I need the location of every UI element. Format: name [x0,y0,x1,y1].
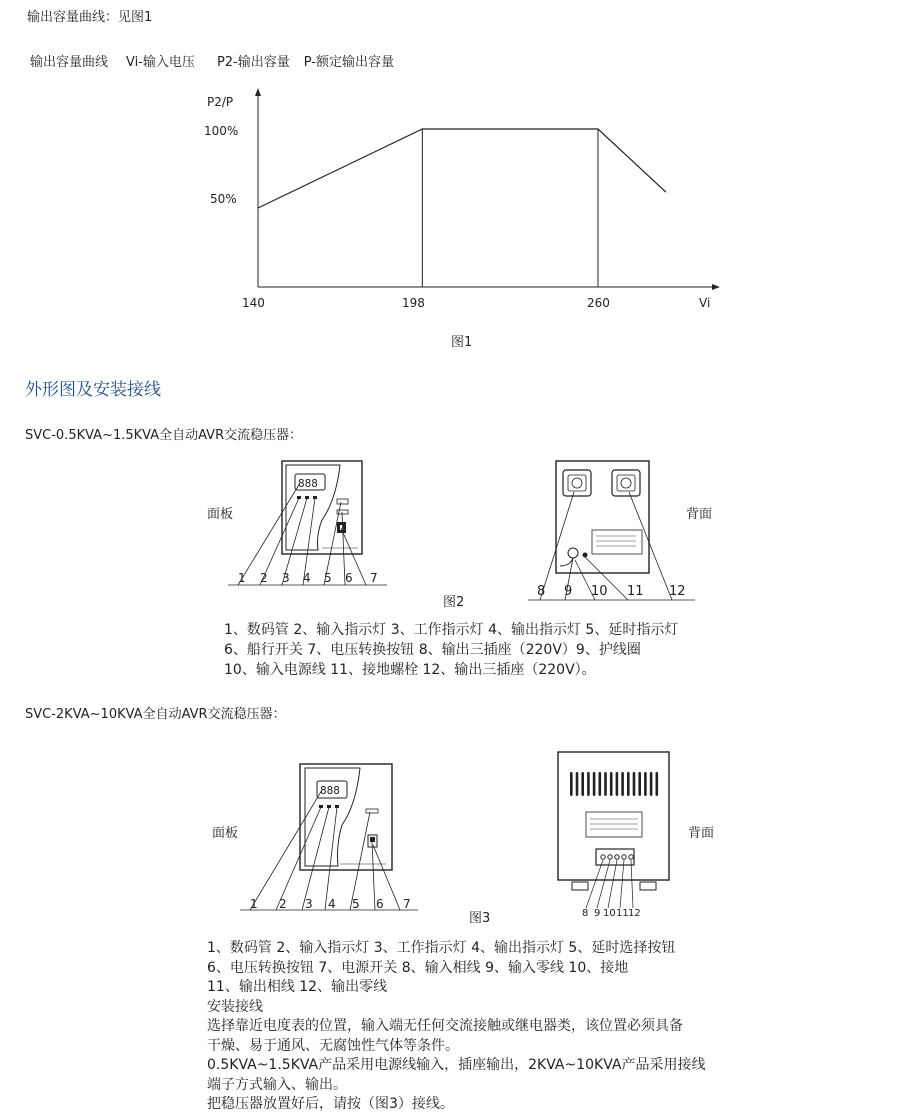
model2-desc [207,939,705,1115]
vent-slot [650,772,653,796]
num-4: 4 [328,897,336,911]
vent-slot [576,772,579,796]
model2-front-unit [300,764,392,870]
model1-desc-line: 1、数码管 2、输入指示灯 3、工作指示灯 4、输出指示灯 5、延时指示灯 [224,622,679,638]
model2-front-label: 面板 [212,826,239,841]
y-tick-100: 100% [204,124,239,138]
vent-slot [581,772,584,796]
model2-back-label: 背面 [688,826,715,841]
x-axis-label: Vi [699,296,711,310]
num-12: 12 [669,584,686,599]
num-3: 3 [282,571,290,585]
install-text: 端子方式输入、输出。 [207,1076,347,1093]
vent-slot [656,772,659,796]
install-heading: 安装接线 [207,998,263,1015]
install-text: 0.5KVA~1.5KVA产品采用电源线输入，插座输出，2KVA~10KVA产品采用接线 [207,1057,706,1073]
model1-desc-line: 10、输入电源线 11、接地螺栓 12、输出三插座（220V）。 [224,662,596,678]
num-8: 8 [537,584,546,599]
num-4: 4 [303,571,311,585]
vent-slot [621,772,624,796]
num-5: 5 [352,897,360,911]
vent-slot [604,772,607,796]
x-tick-260: 260 [587,296,610,310]
intro-line: 输出容量曲线：见图1 [27,10,153,25]
model1-front-label: 面板 [207,507,234,522]
vent-slot [599,772,602,796]
num-7: 7 [370,571,378,585]
install-text: 选择靠近电度表的位置，输入端无任何交流接触或继电器类，该位置必须具备 [207,1018,683,1034]
model2-back-unit [558,752,669,890]
num-2: 2 [260,571,268,585]
vent-slot [610,772,613,796]
section-title: 外形图及安装接线 [25,380,161,400]
fig3-caption: 图3 [469,911,491,926]
num-1: 1 [250,897,258,911]
num-11: 11 [616,908,629,919]
num-3: 3 [305,897,313,911]
legend-curve: 输出容量曲线 [30,55,109,70]
nameplate-2 [586,812,642,837]
legend-vi: Vi-输入电压 [126,55,195,70]
num-12: 12 [628,908,641,919]
fig1-caption: 图1 [451,335,473,350]
num-11: 11 [627,584,644,599]
vent-slot [616,772,619,796]
num-6: 6 [376,897,384,911]
model1-display-digits: 888 [298,477,318,490]
vent-slot [570,772,573,796]
model2-display-digits: 888 [320,784,340,797]
x-tick-198: 198 [402,296,425,310]
install-text: 干燥、易于通风、无腐蚀性气体等条件。 [207,1037,459,1054]
vent-slot [587,772,590,796]
num-9: 9 [594,908,601,919]
model2-front-numbers [250,897,411,911]
model1-back-label: 背面 [686,507,713,522]
model2-title: SVC-2KVA~10KVA全自动AVR交流稳压器： [25,707,286,722]
model2-desc-line: 6、电压转换按钮 7、电源开关 8、输入相线 9、输入零线 10、接地 [207,959,629,976]
num-7: 7 [403,897,411,911]
num-8: 8 [582,908,589,919]
vent-slot [627,772,630,796]
legend-p: P-额定输出容量 [303,55,394,70]
install-text: 把稳压器放置好后，请按（图3）接线。 [207,1096,454,1112]
model1-title: SVC-0.5KVA~1.5KVA全自动AVR交流稳压器： [25,428,303,443]
model2-desc-line: 11、输出相线 12、输出零线 [207,979,388,995]
x-tick-140: 140 [242,296,265,310]
num-9: 9 [564,584,573,599]
num-10: 10 [591,584,608,599]
model1-desc-line: 6、船行开关 7、电压转换按钮 8、输出三插座（220V）9、护线圈 [224,642,641,658]
vent-slot [633,772,636,796]
model2-back-numbers [582,908,641,919]
num-1: 1 [238,571,246,585]
legend-p2: P2-输出容量 [216,55,290,70]
y-axis-label: P2/P [207,95,234,109]
vent-slot [644,772,647,796]
fig2-caption: 图2 [443,595,465,610]
num-10: 10 [603,908,616,919]
num-2: 2 [279,897,287,911]
vent-slot [593,772,596,796]
vent-slot [638,772,641,796]
y-tick-50: 50% [210,192,237,206]
num-5: 5 [324,571,332,585]
model2-desc-line: 1、数码管 2、输入指示灯 3、工作指示灯 4、输出指示灯 5、延时选择按钮 [207,940,676,956]
num-6: 6 [345,571,353,585]
